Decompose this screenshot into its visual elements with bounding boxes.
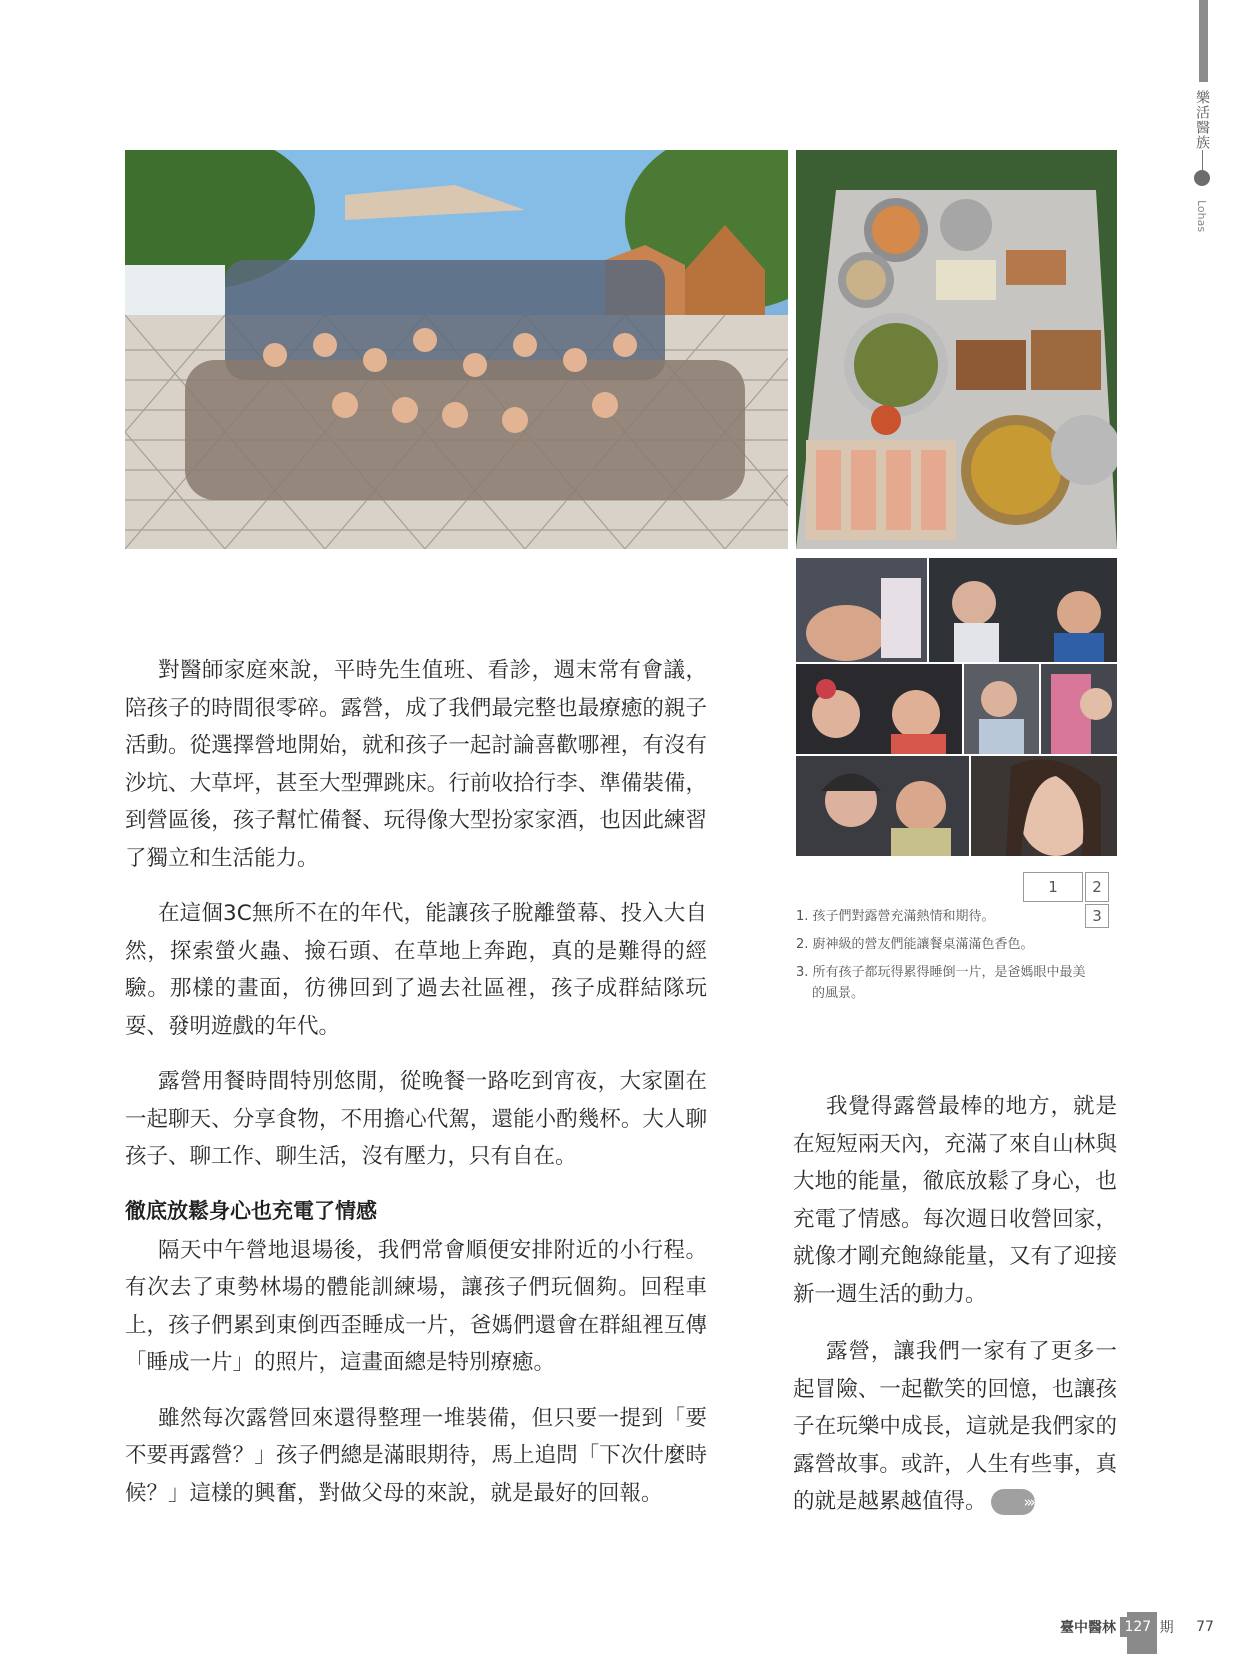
edge-tab-bar xyxy=(1199,0,1208,82)
issue-number: 127 xyxy=(1120,1617,1155,1637)
paragraph: 我覺得露營最棒的地方，就是在短短兩天內，充滿了來自山林與大地的能量，徹底放鬆了身心，也充電了情感。每次週日收營回家，就像才剛充飽綠能量，又有了迎接新一週生活的動力。 xyxy=(793,1094,1117,1307)
photo-captions xyxy=(796,906,1096,1011)
paragraph: 隔天中午營地退場後，我們常會順便安排附近的小行程。有次去了東勢林場的體能訓練場，讓孩子們玩個夠。回程車上，孩子們累到東倒西歪睡成一片，爸媽們還會在群組裡互傳「睡成一片」的照片，這畫面總是特別療癒。 xyxy=(125,1237,707,1375)
caption-2: 2. 廚神級的營友們能讓餐桌滿滿色香色。 xyxy=(796,937,1034,952)
group-photo xyxy=(125,150,788,549)
sleep-photo-3 xyxy=(796,664,962,754)
food-photo xyxy=(796,150,1117,549)
sleep-photo-4 xyxy=(964,664,1039,754)
paragraph-text: 露營，讓我們一家有了更多一起冒險、一起歡笑的回憶，也讓孩子在玩樂中成長，這就是我們家的露營故事。或許，人生有些事，真的就是越累越值得。 xyxy=(793,1339,1117,1514)
paragraph: 在這個3C無所不在的年代，能讓孩子脫離螢幕、投入大自然，探索螢火蟲、撿石頭、在草地上奔跑，真的是難得的經驗。那樣的畫面，彷彿回到了過去社區裡，孩子成群結隊玩耍、發明遊戲的年代。 xyxy=(125,901,707,1039)
section-en: Lohas xyxy=(1195,200,1208,233)
paragraph: 雖然每次露營回來還得整理一堆裝備，但只要一提到「要不要再露營？」孩子們總是滿眼期待，馬上追問「下次什麼時候？」這樣的興奮，對做父母的來說，就是最好的回報。 xyxy=(125,1405,707,1506)
sleep-photo-1 xyxy=(796,558,927,662)
sleep-photo-5 xyxy=(1041,664,1117,754)
issue-suffix: 期 xyxy=(1159,1620,1174,1636)
paragraph-last xyxy=(793,1333,1117,1521)
page-footer xyxy=(1060,1617,1214,1639)
sleep-photo-6 xyxy=(796,756,969,856)
left-article-column xyxy=(125,652,707,1530)
caption-3: 3. 所有孩子都玩得累得睡倒一片，是爸媽眼中最美的風景。 xyxy=(796,965,1086,1001)
paragraph: 對醫師家庭來說，平時先生值班、看診，週末常有會議，陪孩子的時間很零碎。露營，成了我們最完整也最療癒的親子活動。從選擇營地開始，就和孩子一起討論喜歡哪裡，有沒有沙坑、大草坪，甚至大型彈跳床。行前收拾行李、準備裝備，到營區後，孩子幫忙備餐、玩得像大型扮家家酒，也因此練習了獨立和生活能力。 xyxy=(125,658,707,871)
paragraph: 露營用餐時間特別悠閒，從晚餐一路吃到宵夜，大家圍在一起聊天、分享食物，不用擔心代駕，還能小酌幾杯。大人聊孩子、聊工作、聊生活，沒有壓力，只有自在。 xyxy=(125,1069,707,1169)
section-title: 樂活醫族 xyxy=(1194,90,1210,150)
caption-number-1: 1 xyxy=(1023,872,1083,902)
page-number: 77 xyxy=(1196,1619,1214,1635)
sleep-photo-7 xyxy=(971,756,1117,856)
continue-arrows-icon: »» xyxy=(991,1489,1035,1515)
magazine-name: 臺中醫林 xyxy=(1060,1620,1116,1636)
right-article-column xyxy=(793,1088,1117,1541)
caption-number-2: 2 xyxy=(1085,872,1109,902)
section-en-wrap xyxy=(1195,200,1208,236)
section-tab-dot xyxy=(1194,170,1210,186)
caption-number-3: 3 xyxy=(1085,904,1109,928)
sleep-photo-2 xyxy=(929,558,1117,662)
caption-1: 1. 孩子們對露營充滿熱情和期待。 xyxy=(796,909,995,924)
section-tab-line xyxy=(1202,150,1203,170)
section-subheading: 徹底放鬆身心也充電了情感 xyxy=(125,1198,377,1223)
